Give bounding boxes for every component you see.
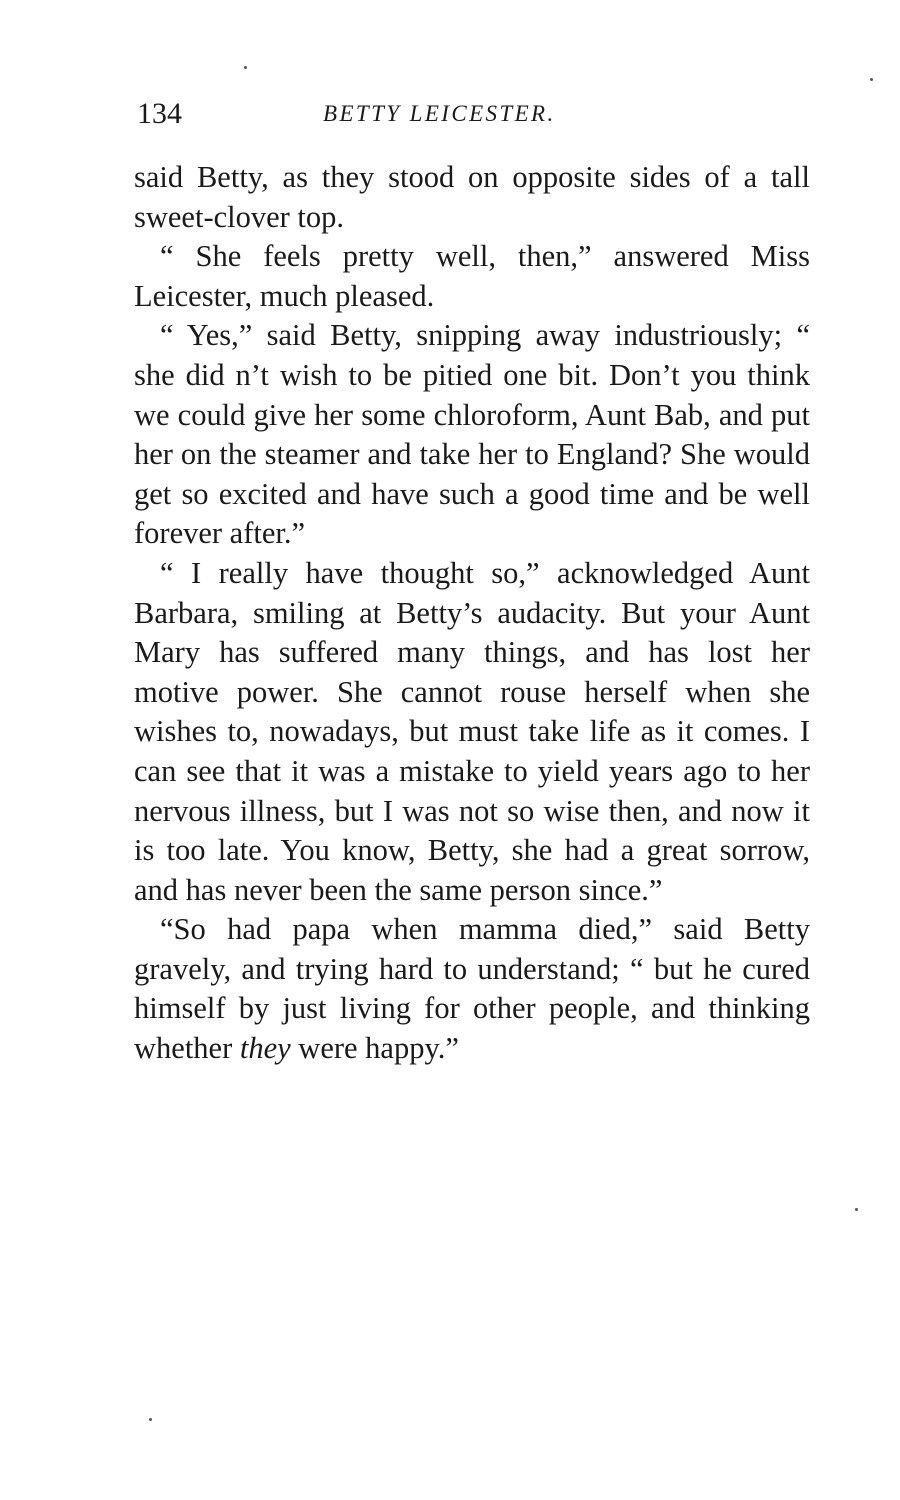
print-speck bbox=[244, 66, 247, 69]
paragraph-5-text-before: “So had papa when mamma died,” said Betty gravely, and trying hard to understand; “ but he cured himself by just living for other people, and thinking whether bbox=[134, 912, 810, 1066]
print-speck bbox=[855, 1208, 858, 1211]
body-text bbox=[134, 158, 810, 1069]
paragraph-1: said Betty, as they stood on opposite sides of a tall sweet-clover top. bbox=[134, 160, 810, 234]
emphasized-word: they bbox=[239, 1031, 291, 1066]
page-header bbox=[137, 94, 811, 134]
paragraph-5 bbox=[134, 910, 810, 1068]
paragraph-5-text-after: were happy.” bbox=[290, 1031, 459, 1066]
paragraph-3: “ Yes,” said Betty, snipping away industriously; “ she did n’t wish to be pitied one bit. Don’t you think we could give her some chloroform, Aunt Bab, and put her on the steamer and take her to England? She would get so excited and have such a good time and be well forever after.” bbox=[134, 318, 810, 551]
print-speck bbox=[149, 1418, 152, 1421]
paragraph-2: “ She feels pretty well, then,” answered Miss Leicester, much pleased. bbox=[134, 239, 810, 313]
running-title: BETTY LEICESTER. bbox=[323, 101, 556, 126]
paragraph-4: “ I really have thought so,” acknowledged Aunt Barbara, smiling at Betty’s audacity. But your Aunt Mary has suffered many things, and has lost her motive power. She cannot rouse herself when she wishes to, nowadays, but must take life as it comes. I can see that it was a mistake to yield years ago to her nervous illness, but I was not so wise then, and now it is too late. You know, Betty, she had a great sorrow, and has never been the same person since.” bbox=[134, 555, 810, 907]
print-speck bbox=[870, 78, 873, 81]
page-number: 134 bbox=[137, 97, 182, 130]
